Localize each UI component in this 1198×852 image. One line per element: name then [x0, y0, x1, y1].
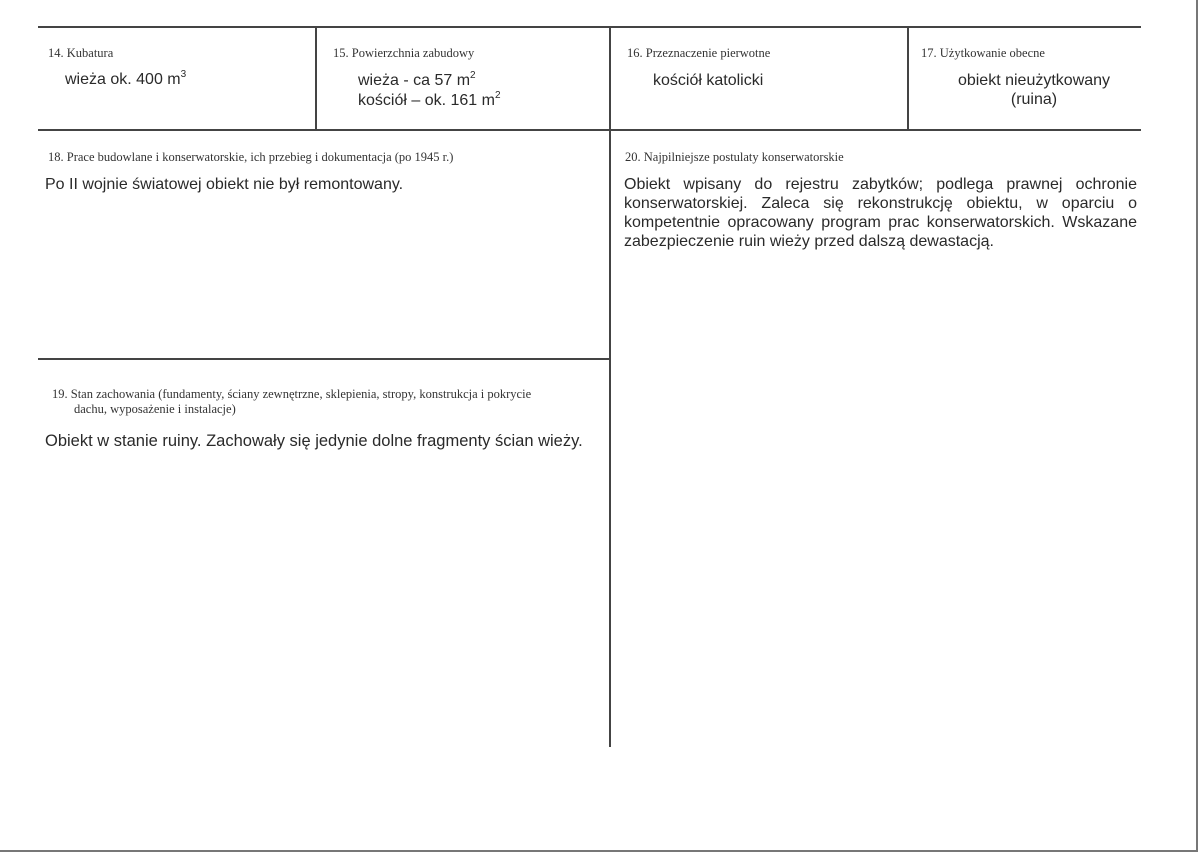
section-14-value: wieża ok. 400 $m^3$ — [65, 69, 187, 88]
center-divider — [609, 26, 611, 747]
divider-14-15 — [315, 26, 317, 131]
top-border — [38, 26, 1141, 28]
section-16-label: 16. Przeznaczenie pierwotne — [627, 46, 771, 60]
section-20-label: 20. Najpilniejsze postulaty konserwatorskie — [625, 150, 844, 164]
section18-bottom-border — [38, 358, 610, 360]
section-18-label: 18. Prace budowlane i konserwatorskie, ich przebieg i dokumentacja (po 1945 r.) — [48, 150, 454, 164]
section-17-label: 17. Użytkowanie obecne — [921, 46, 1045, 60]
section-19-value: Obiekt w stanie ruiny. Zachowały się jedynie dolne fragmenty ścian wieży. — [45, 432, 583, 450]
section-20-value: Obiekt wpisany do rejestru zabytków; podlega prawnej ochronie konserwatorskiej. Zaleca się rekonstrukcję obiektu, w oparciu o kompetentnie opracowany program prac konserwatorskich. Wskazane zabezpieczenie ruin wieży przed dalszą dewastacją. — [624, 176, 1137, 250]
section-18-value: Po II wojnie światowej obiekt nie był remontowany. — [45, 176, 404, 193]
section-15-value-line1: wieża - ca 57 $m^2$ — [358, 70, 476, 89]
section-19-label: 19. Stan zachowania (fundamenty, ściany zewnętrzne, sklepienia, stropy, konstrukcja i pokrycie dachu, wyposażenie i instalacje) — [52, 387, 532, 416]
section-16-value: kościół katolicki — [653, 72, 764, 89]
section-15-value-line2: kościół – ok. 161 $m^2$ — [358, 90, 501, 109]
divider-16-17 — [907, 26, 909, 131]
section-15-label: 15. Powierzchnia zabudowy — [333, 46, 475, 60]
section-14-label: 14. Kubatura — [48, 46, 114, 60]
row1-bottom-border — [38, 129, 1141, 131]
section-17-value: obiekt nieużytkowany (ruina) — [957, 72, 1111, 108]
